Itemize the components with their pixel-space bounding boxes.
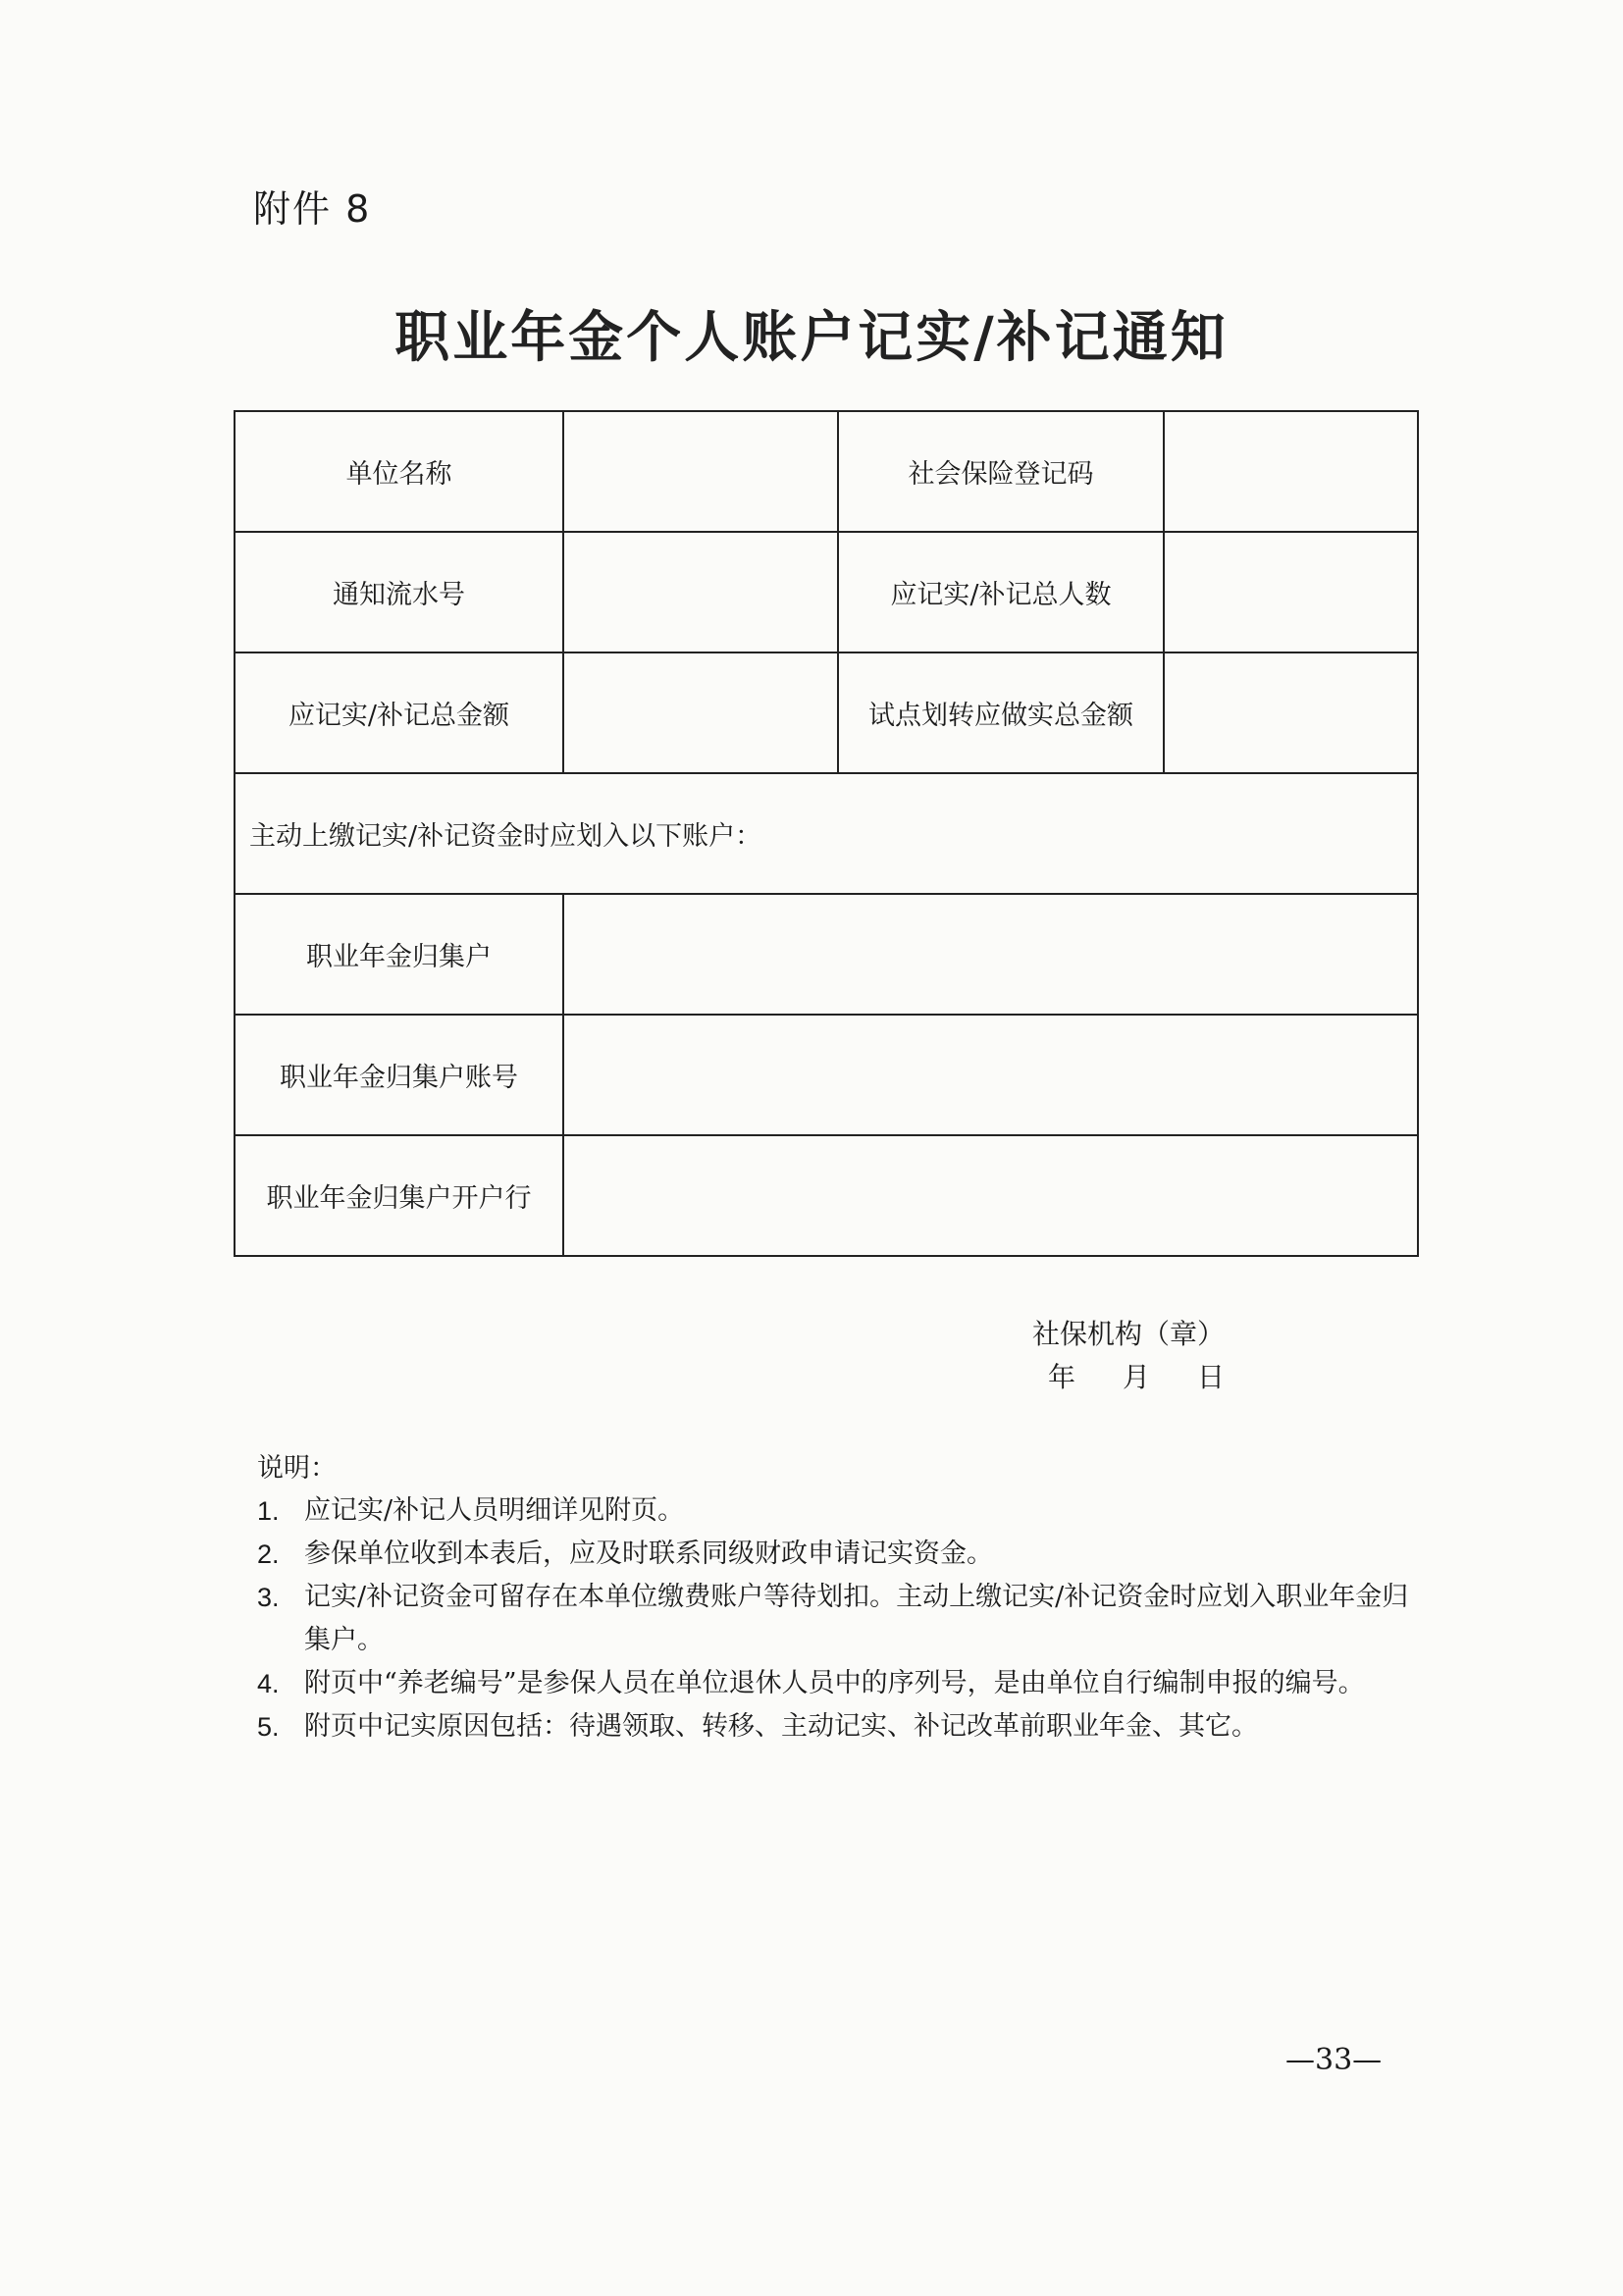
agency-stamp-label: 社保机构（章） [1032,1318,1226,1350]
form-row-account-number [235,1015,1418,1135]
pilot-transfer-amount-field[interactable] [1164,652,1418,773]
note-text: 记实/补记资金可留存在本单位缴费账户等待划扣。主动上缴记实/补记资金时应划入职业年金归集户。 [304,1582,1409,1655]
social-insurance-code-field[interactable] [1164,411,1418,532]
month-label: 月 [1123,1361,1151,1393]
account-number-label: 职业年金归集户账号 [235,1015,563,1135]
note-number: 4. [257,1669,280,1698]
note-text: 应记实/补记人员明细详见附页。 [304,1495,685,1526]
total-persons-field[interactable] [1164,532,1418,652]
notes-list [257,1489,1415,1748]
social-insurance-code-label: 社会保险登记码 [838,411,1164,532]
collection-account-label: 职业年金归集户 [235,894,563,1015]
year-label: 年 [1048,1361,1076,1393]
date-line [1048,1356,1272,1395]
total-amount-label: 应记实/补记总金额 [235,652,563,773]
bank-label: 职业年金归集户开户行 [235,1135,563,1256]
note-number: 5. [257,1712,280,1742]
note-number: 1. [257,1496,280,1526]
transfer-note: 主动上缴记实/补记资金时应划入以下账户： [235,773,1418,894]
form-row-bank [235,1135,1418,1256]
pilot-transfer-amount-label: 试点划转应做实总金额 [838,652,1164,773]
note-item [257,1705,1415,1748]
note-number: 3. [257,1583,280,1612]
note-item [257,1533,1415,1576]
form-row-amount [235,652,1418,773]
form-row-unit [235,411,1418,532]
document-title: 职业年金个人账户记实/补记通知 [394,306,1229,370]
unit-name-field[interactable] [563,411,838,532]
notes-title: 说明： [257,1453,337,1484]
form-row-serial [235,532,1418,652]
note-item [257,1489,1415,1533]
total-amount-field[interactable] [563,652,838,773]
notice-form-table [234,410,1419,1257]
bank-field[interactable] [563,1135,1418,1256]
note-text: 附页中记实原因包括：待遇领取、转移、主动记实、补记改革前职业年金、其它。 [304,1711,1258,1742]
note-text: 附页中“养老编号”是参保人员在单位退休人员中的序列号，是由单位自行编制申报的编号。 [304,1668,1365,1698]
form-row-transfer-note [235,773,1418,894]
note-number: 2. [257,1539,280,1569]
page-number: —33— [1285,2043,1383,2077]
notice-serial-field[interactable] [563,532,838,652]
note-text: 参保单位收到本表后，应及时联系同级财政申请记实资金。 [304,1539,993,1569]
form-row-collection-account [235,894,1418,1015]
note-item [257,1576,1415,1662]
collection-account-field[interactable] [563,894,1418,1015]
unit-name-label: 单位名称 [235,411,563,532]
attachment-label: 附件 8 [253,187,372,231]
total-persons-label: 应记实/补记总人数 [838,532,1164,652]
note-item [257,1662,1415,1705]
account-number-field[interactable] [563,1015,1418,1135]
day-label: 日 [1197,1361,1226,1393]
notice-serial-label: 通知流水号 [235,532,563,652]
